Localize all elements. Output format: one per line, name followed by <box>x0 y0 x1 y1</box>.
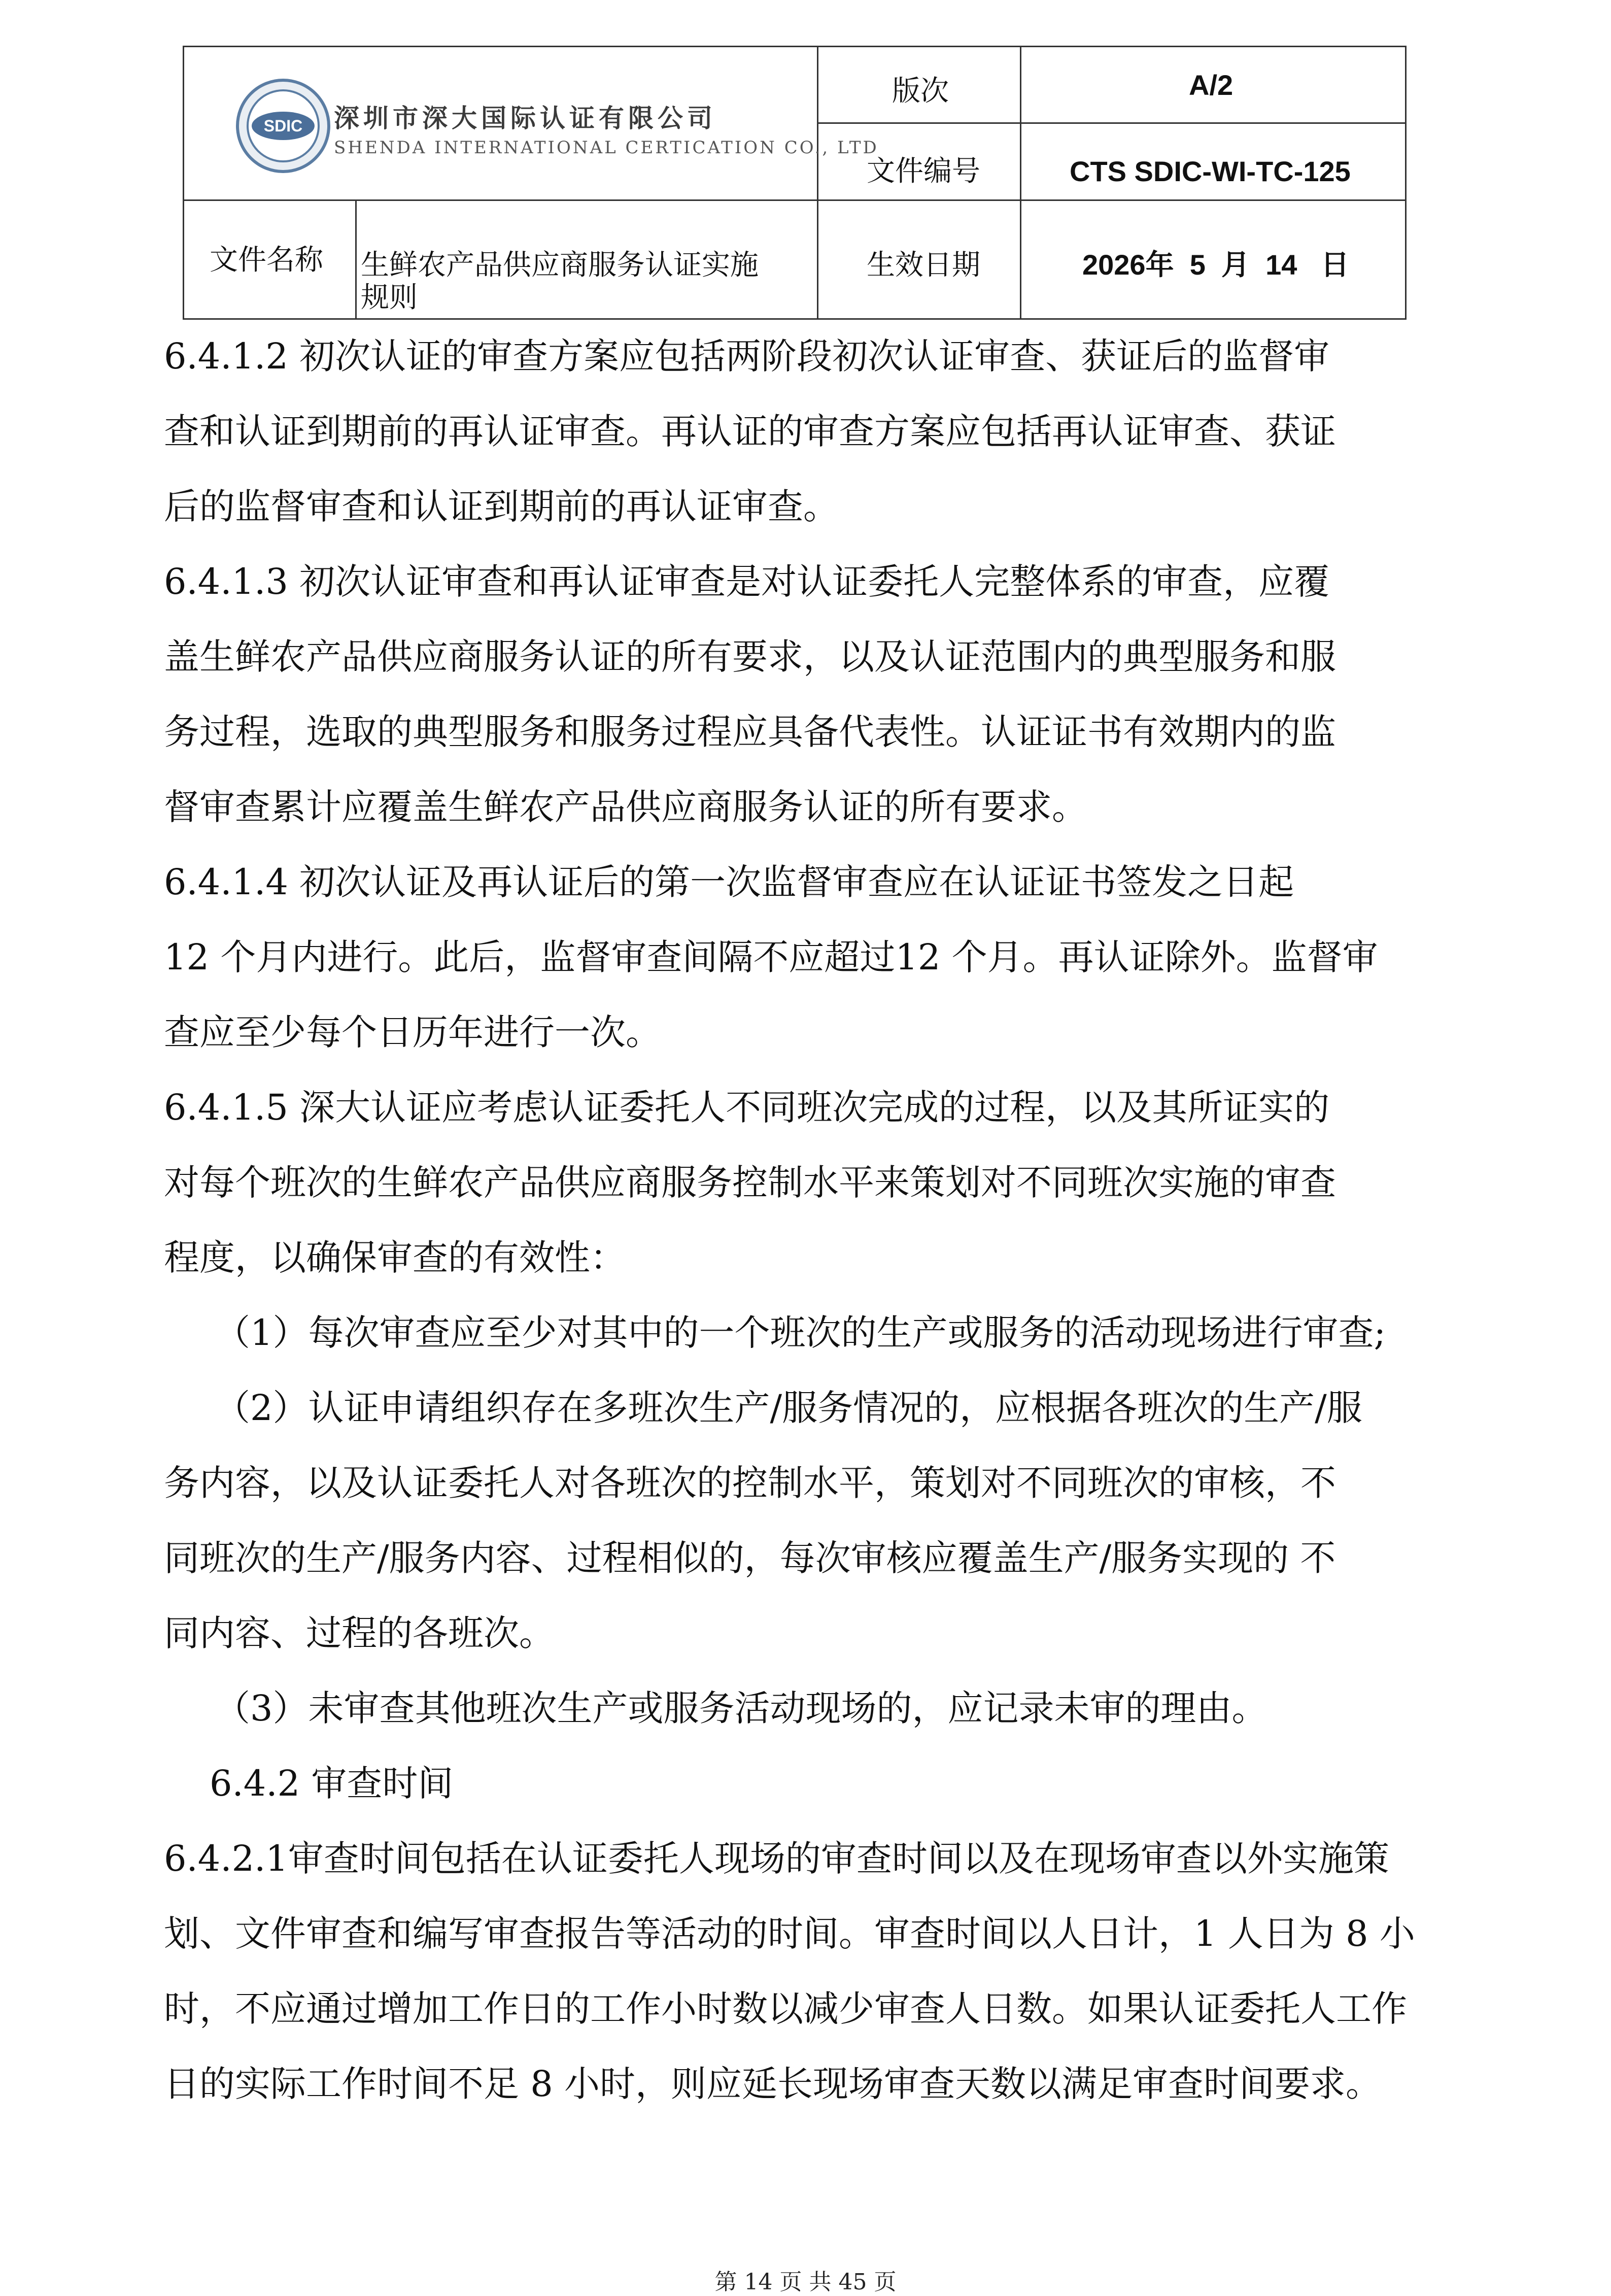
body-line: 务过程，选取的典型服务和服务过程应具备代表性。认证证书有效期内的监 <box>164 711 1336 753</box>
document-body <box>164 319 1463 2121</box>
header-divider <box>817 122 1406 124</box>
company-name-en: SHENDA INTERNATIONAL CERTICATION CO., LTD <box>334 138 879 158</box>
version-label: 版次 <box>892 75 949 108</box>
doc-number-value: CTS SDIC-WI-TC-125 <box>1070 155 1351 187</box>
body-line: 6.4.1.2 初次认证的审查方案应包括两阶段初次认证审查、获证后的监督审 <box>164 335 1330 377</box>
emblem-text: SDIC <box>263 117 303 135</box>
company-name-cn: 深圳市深大国际认证有限公司 <box>334 103 716 133</box>
body-line: 对每个班次的生鲜农产品供应商服务控制水平来策划对不同班次实施的审查 <box>164 1162 1336 1203</box>
body-line: （1）每次审查应至少对其中的一个班次的生产或服务的活动现场进行审查; <box>215 1312 1386 1354</box>
header-divider <box>1020 47 1021 318</box>
body-line: 6.4.1.4 初次认证及再认证后的第一次监督审查应在认证证书签发之日起 <box>164 861 1294 903</box>
body-line: 查应至少每个日历年进行一次。 <box>164 1011 661 1053</box>
body-line: 同内容、过程的各班次。 <box>164 1612 555 1654</box>
section-heading: 6.4.2 审查时间 <box>210 1763 454 1804</box>
version-value: A/2 <box>1189 69 1233 101</box>
body-line: 后的监督审查和认证到期前的再认证审查。 <box>164 486 839 527</box>
effective-date-label: 生效日期 <box>867 249 980 282</box>
body-line: 程度，以确保审查的有效性： <box>164 1237 626 1278</box>
body-line: 6.4.1.3 初次认证审查和再认证审查是对认证委托人完整体系的审查，应覆 <box>164 561 1330 602</box>
header-divider <box>184 199 1405 201</box>
header-divider <box>355 199 357 318</box>
body-line: 查和认证到期前的再认证审查。再认证的审查方案应包括再认证审查、获证 <box>164 411 1336 452</box>
body-line: 盖生鲜农产品供应商服务认证的所有要求，以及认证范围内的典型服务和服 <box>164 636 1336 678</box>
body-line: （3）未审查其他班次生产或服务活动现场的，应记录未审的理由。 <box>215 1687 1267 1729</box>
body-line: 务内容，以及认证委托人对各班次的控制水平，策划对不同班次的审核，不 <box>164 1462 1336 1504</box>
body-line: 划、文件审查和编写审查报告等活动的时间。审查时间以人日计，1 人日为 8 小 <box>164 1913 1415 1954</box>
body-line: 6.4.1.5 深大认证应考虑认证委托人不同班次完成的过程，以及其所证实的 <box>164 1087 1330 1128</box>
doc-number-label: 文件编号 <box>867 155 980 188</box>
doc-name-label: 文件名称 <box>210 244 323 277</box>
page-number: 第 14 页 共 45 页 <box>714 2269 897 2295</box>
document-header-table <box>183 46 1407 320</box>
sdic-emblem-icon <box>235 78 331 174</box>
body-line: （2）认证申请组织存在多班次生产/服务情况的，应根据各班次的生产/服 <box>215 1387 1362 1429</box>
body-line: 日的实际工作时间不足 8 小时，则应延长现场审查天数以满足审查时间要求。 <box>164 2063 1382 2105</box>
doc-name-value <box>361 249 759 314</box>
doc-name-line: 生鲜农产品供应商服务认证实施 <box>361 249 759 282</box>
doc-name-line: 规则 <box>361 281 418 314</box>
body-line: 时，不应通过增加工作日的工作小时数以减少审查人日数。如果认证委托人工作 <box>164 1988 1407 2030</box>
effective-date-value: 2026年 5 月 14 日 <box>1082 249 1350 281</box>
body-line: 6.4.2.1审查时间包括在认证委托人现场的审查时间以及在现场审查以外实施策 <box>164 1838 1389 1879</box>
body-line: 12 个月内进行。此后，监督审查间隔不应超过12 个月。再认证除外。监督审 <box>164 936 1378 978</box>
body-line: 督审查累计应覆盖生鲜农产品供应商服务认证的所有要求。 <box>164 786 1087 828</box>
body-line: 同班次的生产/服务内容、过程相似的，每次审核应覆盖生产/服务实现的 不 <box>164 1537 1336 1579</box>
company-logo <box>235 78 879 179</box>
